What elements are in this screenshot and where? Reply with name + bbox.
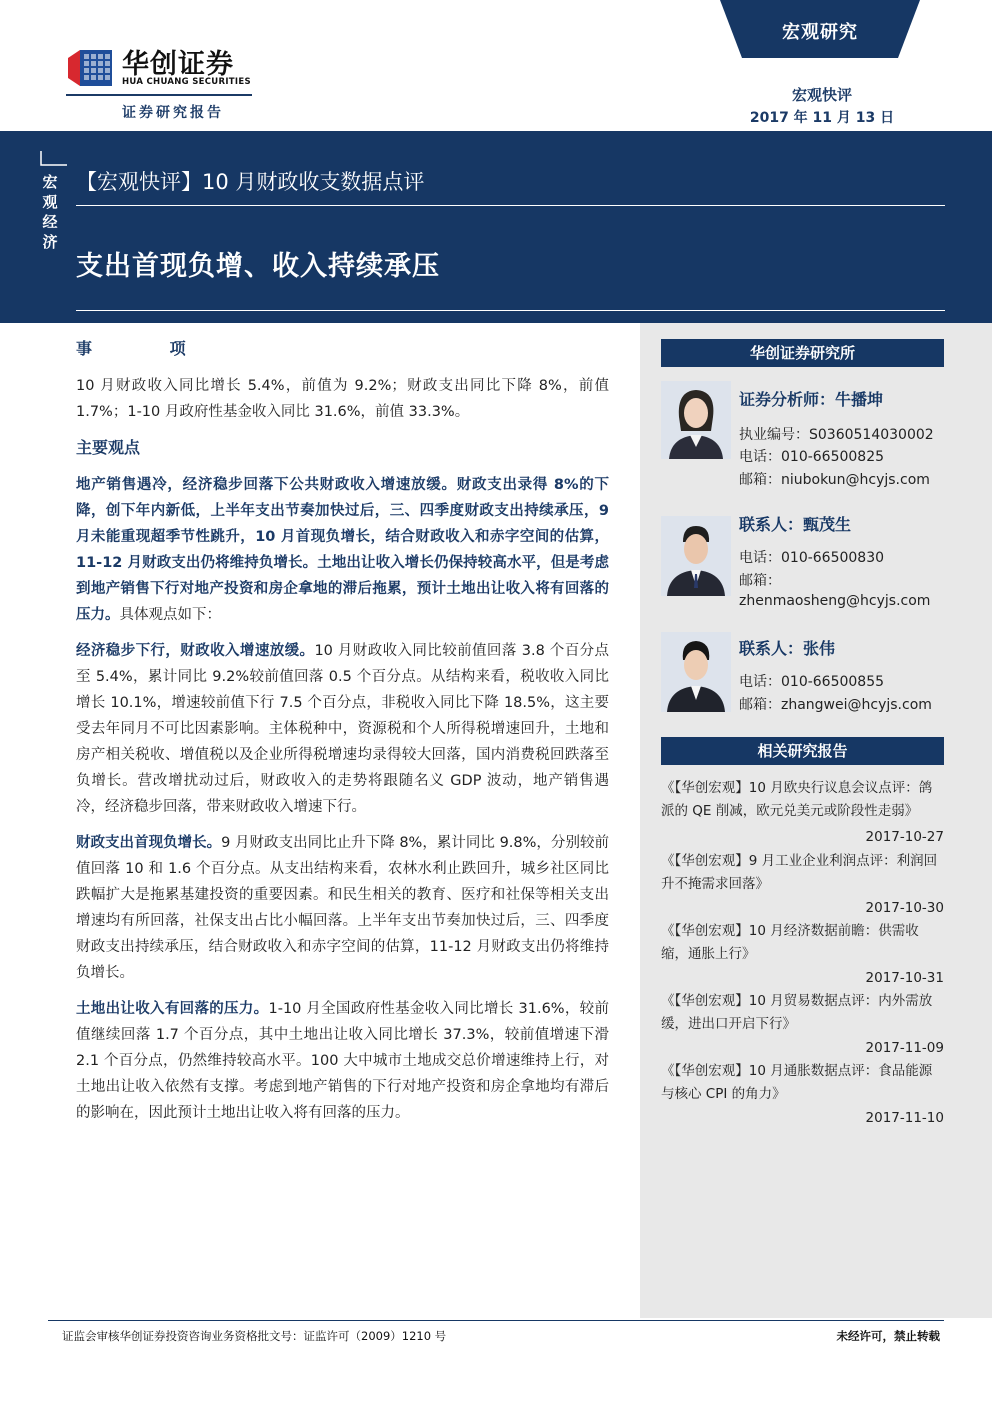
analyst-name: 证券分析师：牛播坤	[739, 390, 884, 409]
summary-paragraph	[76, 472, 609, 628]
contact1-email[interactable]: zhenmaosheng@hcyjs.com	[739, 593, 931, 609]
contact2-email[interactable]: 邮箱：zhangwei@hcyjs.com	[739, 697, 932, 713]
related-report-date: 2017-10-31	[865, 970, 944, 986]
land-paragraph	[76, 996, 609, 1126]
related-reports-heading: 相关研究报告	[661, 737, 944, 765]
related-report-date: 2017-11-10	[865, 1110, 944, 1126]
expenditure-lead: 财政支出首现负增长。	[76, 835, 222, 851]
related-report-title[interactable]: 《【华创宏观】10 月经济数据前瞻：供需收缩，通胀上行》	[661, 923, 919, 962]
contact1-photo	[661, 516, 731, 596]
person-avatar-icon	[661, 516, 731, 596]
contact2-name: 联系人：张伟	[739, 639, 836, 658]
title-banner	[0, 131, 992, 323]
related-report-title[interactable]: 《【华创宏观】10 月通胀数据点评：食品能源与核心 CPI 的角力》	[661, 1063, 933, 1102]
contact2-phone: 电话：010-66500855	[739, 674, 885, 690]
banner-corner-mark	[40, 150, 68, 166]
land-lead: 土地出让收入有回落的压力。	[76, 1001, 269, 1017]
summary-bold-text: 地产销售遇冷，经济稳步回落下公共财政收入增速放缓。财政支出录得 8%的下降，创下年内新低，上半年支出节奏加快过后，三、四季度财政支出持续承压，9 月未能重现超季节性跳升，10 月首现负增长，结合财政收入和赤字空间的估算，11-12 月财政支出仍将维持负增长。土地出让收入增长仍保持较高水平，但是考虑到地产销售下行对地产投资和房企拿地的滞后拖累，预计土地出让收入将有回落的压力。	[76, 477, 609, 623]
banner-divider-top	[76, 205, 945, 206]
logo-english-name: HUA CHUANG SECURITIES	[122, 77, 251, 87]
related-report-title[interactable]: 《【华创宏观】9 月工业企业利润点评：利润回升不掩需求回落》	[661, 853, 938, 892]
analyst-email[interactable]: 邮箱：niubokun@hcyjs.com	[739, 472, 930, 488]
contact1-phone: 电话：010-66500830	[739, 550, 885, 566]
analyst-photo	[661, 381, 731, 459]
summary-tail-text: 具体观点如下：	[119, 607, 221, 623]
person-avatar-icon	[661, 381, 731, 459]
revenue-text: 10 月财政收入同比较前值回落 3.8 个百分点至 5.4%，累计同比 9.2%较前值回落 0.5 个百分点。从结构来看，税收收入同比增长 10.1%，增速较前值下行 7.5 个百分点，非税收入同比下降 18.5%，这主要受去年同月不可比因素影响。主体税种中，资源税和个人所得税增速回升，土地和房产相关税收、增值税以及企业所得税增速均录得较大回落，国内消费税回跌落至负增长。营改增扰动过后，财政收入的走势将跟随名义 GDP 波动，地产销售遇冷，经济稳步回落，带来财政收入增速下行。	[76, 643, 610, 815]
expenditure-paragraph	[76, 830, 609, 986]
land-text: 1-10 月全国政府性基金收入同比增长 31.6%，较前值继续回落 1.7 个百分点，其中土地出让收入同比增长 37.3%，较前值增速下滑 2.1 个百分点，仍然维持较高水平。100 大中城市土地成交总价增速维持上行，对土地出让收入依然有支撑。考虑到地产销售的下行对地产投资和房企拿地均有滞后的影响在，因此预计土地出让收入将有回落的压力。	[76, 1001, 609, 1121]
events-paragraph: 10 月财政收入同比增长 5.4%，前值为 9.2%；财政支出同比下降 8%，前值 1.7%；1-10 月政府性基金收入同比 31.6%，前值 33.3%。	[76, 378, 609, 420]
related-report-title[interactable]: 《【华创宏观】10 月贸易数据点评：内外需放缓，进出口开启下行》	[661, 993, 933, 1032]
report-date: 2017 年 11 月 13 日	[749, 110, 895, 126]
footer-notice: 未经许可，禁止转载	[836, 1329, 940, 1343]
analyst-cert: 执业编号：S0360514030002	[739, 427, 934, 443]
logo-chinese-name: 华创证券	[122, 49, 234, 80]
report-headline: 支出首现负增、收入持续承压	[76, 251, 440, 282]
contact1-email-label: 邮箱：	[739, 573, 781, 589]
events-heading: 事 项	[76, 339, 222, 358]
logo-divider	[66, 94, 252, 96]
institute-heading: 华创证券研究所	[661, 339, 944, 367]
related-report-date: 2017-10-27	[865, 829, 944, 845]
related-report-date: 2017-11-09	[865, 1040, 944, 1056]
expenditure-text: 9 月财政支出同比止升下降 8%，累计同比 9.8%，分别较前值回落 10 和 1.6 个百分点。从支出结构来看，农林水利止跌回升，城乡社区同比跌幅扩大是拖累基建投资的重要因素。和民生相关的教育、医疗和社保等相关支出增速均有所回落，社保支出占比小幅回落。上半年支出节奏加快过后，三、四季度财政支出持续承压，结合财政收入和赤字空间的估算，11-12 月财政支出仍将维持负增长。	[76, 835, 609, 981]
analyst-phone: 电话：010-66500825	[739, 449, 885, 465]
banner-divider-bottom	[76, 310, 945, 311]
contact2-photo	[661, 632, 731, 712]
report-type: 宏观快评	[791, 86, 852, 104]
section-tag: 宏观研究	[782, 22, 858, 43]
related-report-date: 2017-10-30	[865, 900, 944, 916]
revenue-paragraph	[76, 638, 609, 820]
report-title: 【宏观快评】10 月财政收支数据点评	[76, 170, 425, 194]
revenue-lead: 经济稳步下行，财政收入增速放缓。	[76, 643, 315, 659]
footer-license: 证监会审核华创证券投资咨询业务资格批文号：证监许可（2009）1210 号	[62, 1329, 447, 1343]
contact1-name: 联系人：甄茂生	[739, 515, 852, 534]
footer-divider	[48, 1320, 944, 1321]
logo-mark-icon	[66, 46, 114, 90]
person-avatar-icon	[661, 632, 731, 712]
banner-side-label: 宏观经济	[42, 173, 58, 251]
main-content	[76, 336, 609, 1126]
report-category-label: 证券研究报告	[122, 105, 224, 121]
views-heading: 主要观点	[76, 438, 141, 457]
related-report-title[interactable]: 《【华创宏观】10 月欧央行议息会议点评：鸽派的 QE 削减，欧元兑美元或阶段性走弱》	[661, 780, 933, 819]
company-logo	[66, 40, 256, 120]
